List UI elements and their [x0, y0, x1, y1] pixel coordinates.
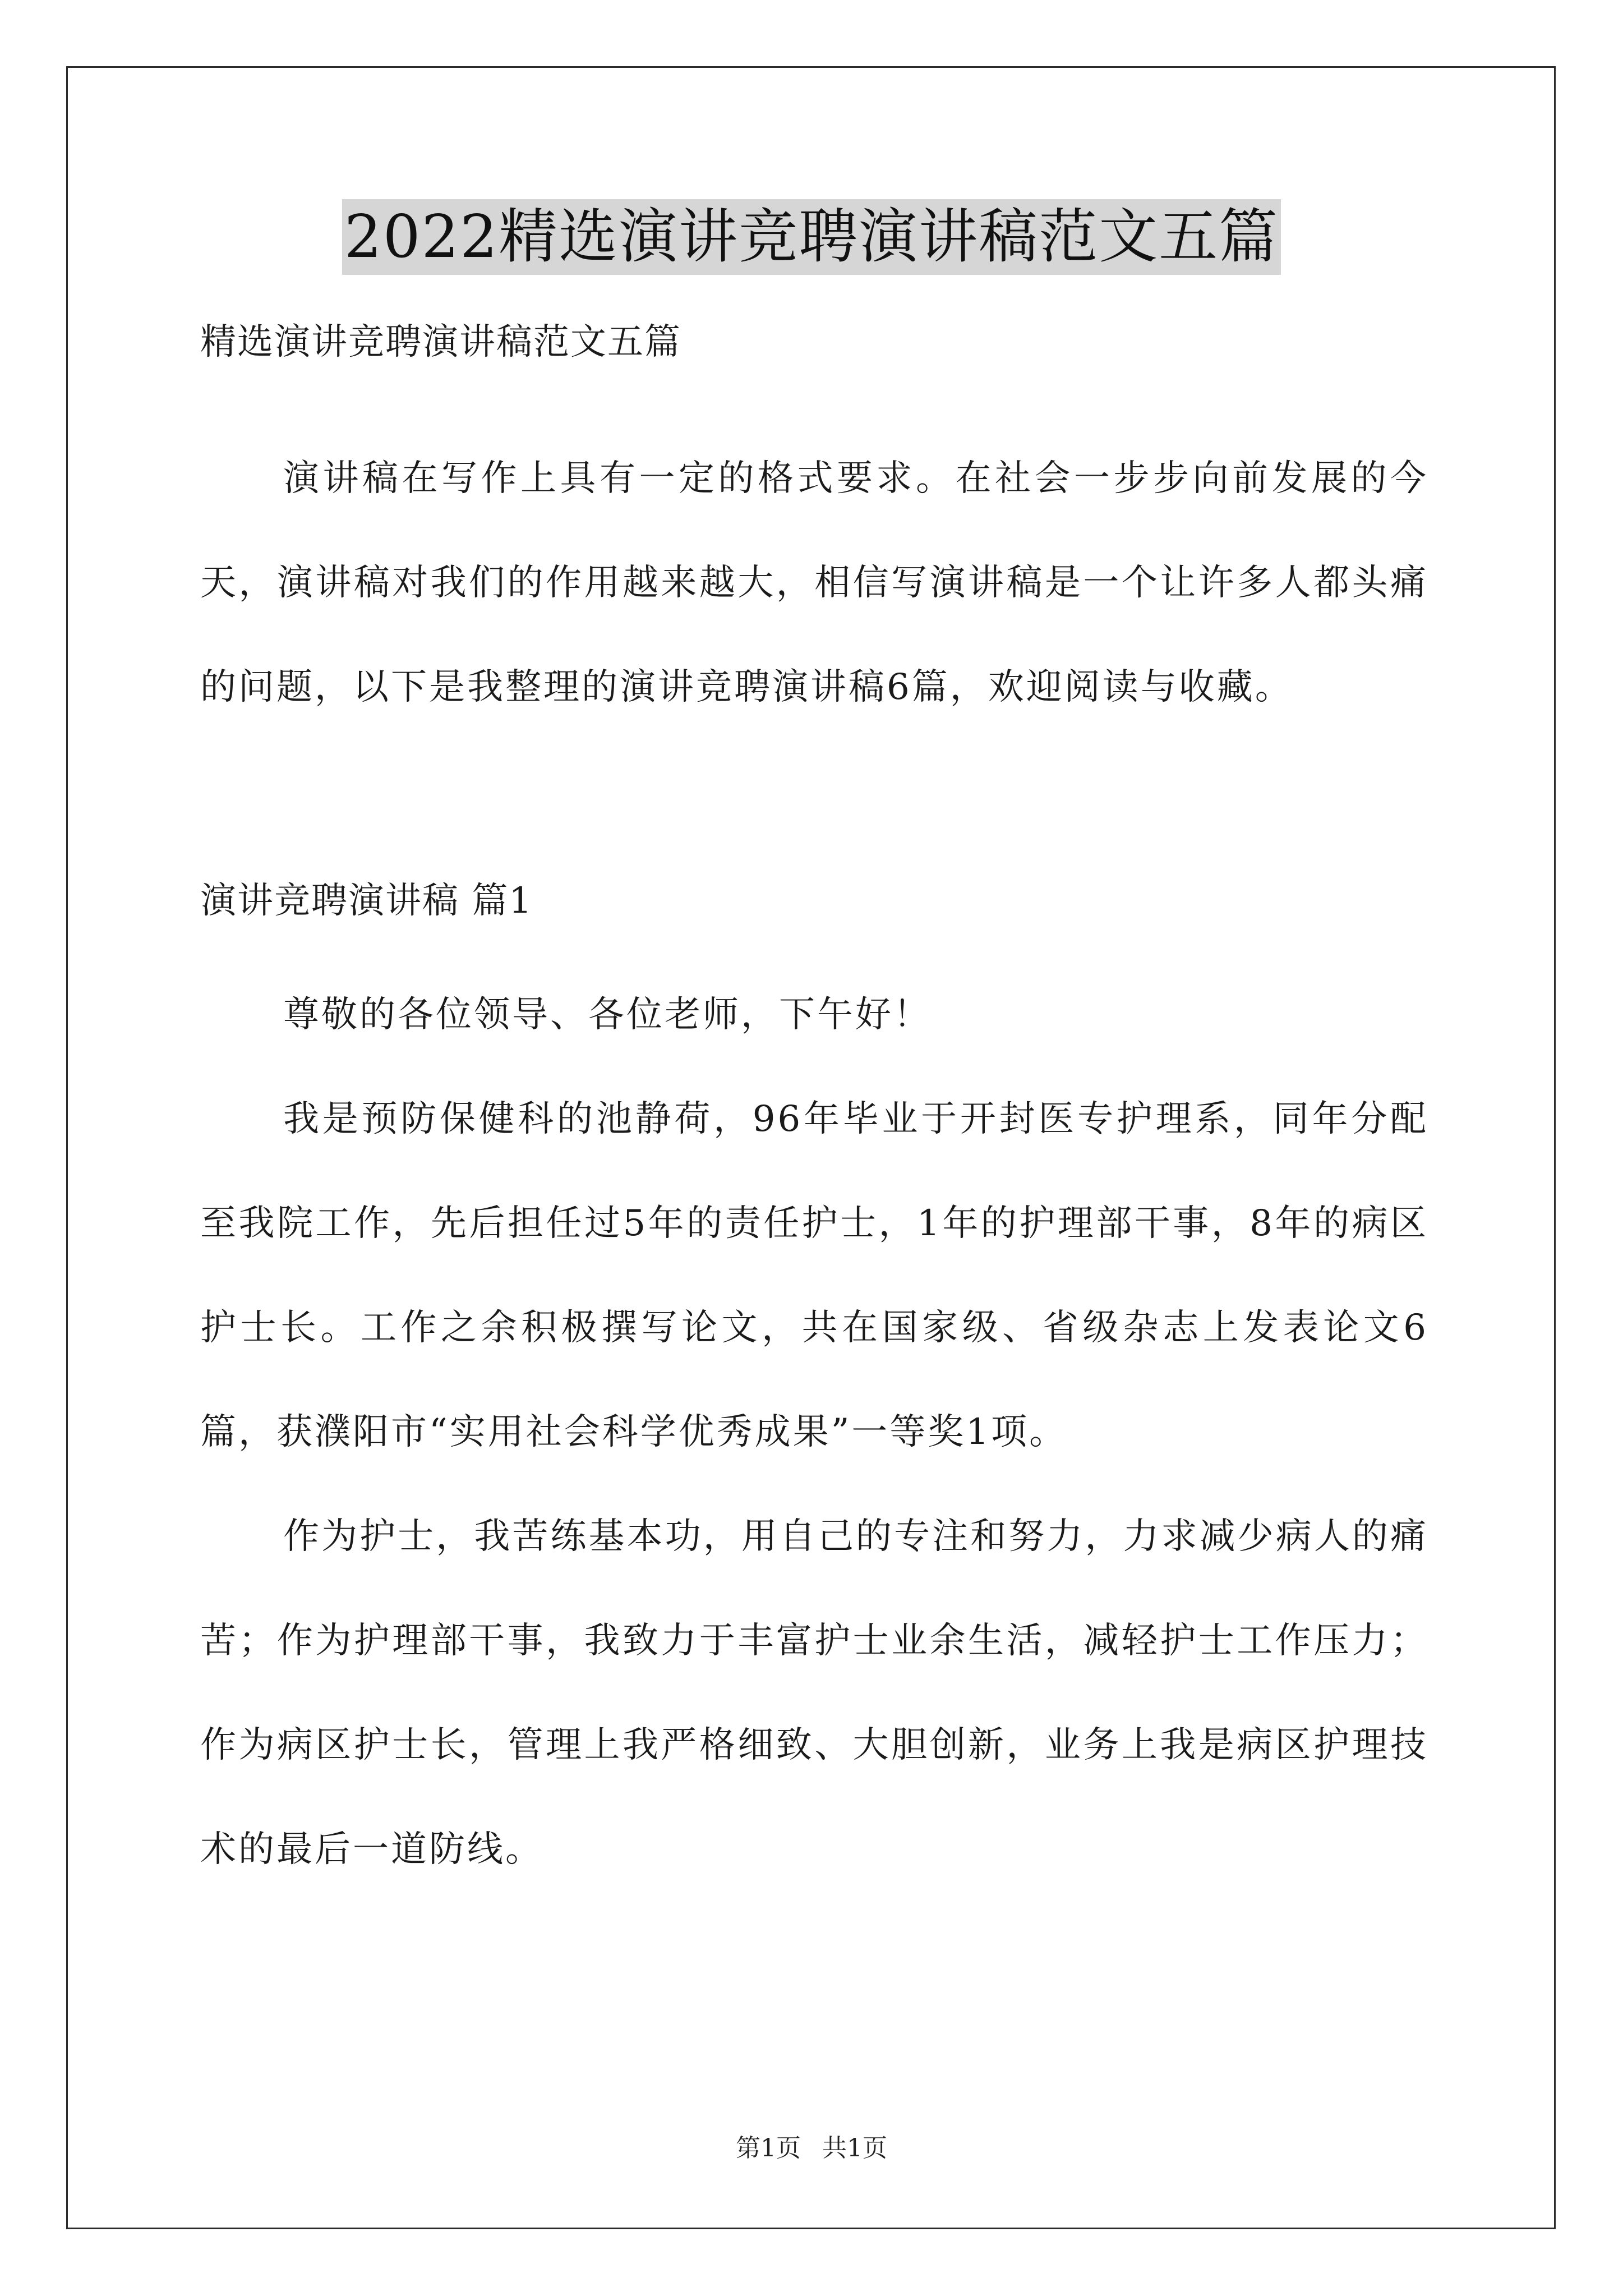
title-container — [0, 199, 1623, 275]
body-paragraph-experience: 作为护士，我苦练基本功，用自己的专注和努力，力求减少病人的痛苦；作为护理部干事，我致力于丰富护士业余生活，减轻护士工作压力；作为病区护士长，管理上我严格细致、大胆创新，业务上我是病区护理技术的最后一道防线。 — [200, 1516, 1428, 1870]
page-footer: 第1页 共1页 — [736, 2134, 887, 2162]
body-paragraph-introduction: 我是预防保健科的池静荷，96年毕业于开封医专护理系，同年分配至我院工作，先后担任过5年的责任护士，1年的护理部干事，8年的病区护士长。工作之余积极撰写论文，共在国家级、省级杂志上发表论文6篇，获濮阳市“实用社会科学优秀成果”一等奖1项。 — [200, 1098, 1428, 1453]
body-paragraph-greeting: 尊敬的各位领导、各位老师，下午好！ — [283, 994, 932, 1036]
document-title: 2022精选演讲竞聘演讲稿范文五篇 — [342, 199, 1281, 275]
section-heading: 演讲竞聘演讲稿 篇1 — [200, 880, 533, 922]
intro-paragraph: 演讲稿在写作上具有一定的格式要求。在社会一步步向前发展的今天，演讲稿对我们的作用越来越大，相信写演讲稿是一个让许多人都头痛的问题，以下是我整理的演讲竞聘演讲稿6篇，欢迎阅读与收藏。 — [200, 458, 1428, 708]
document-subtitle: 精选演讲竞聘演讲稿范文五篇 — [200, 321, 681, 363]
document-body — [200, 314, 1428, 1902]
